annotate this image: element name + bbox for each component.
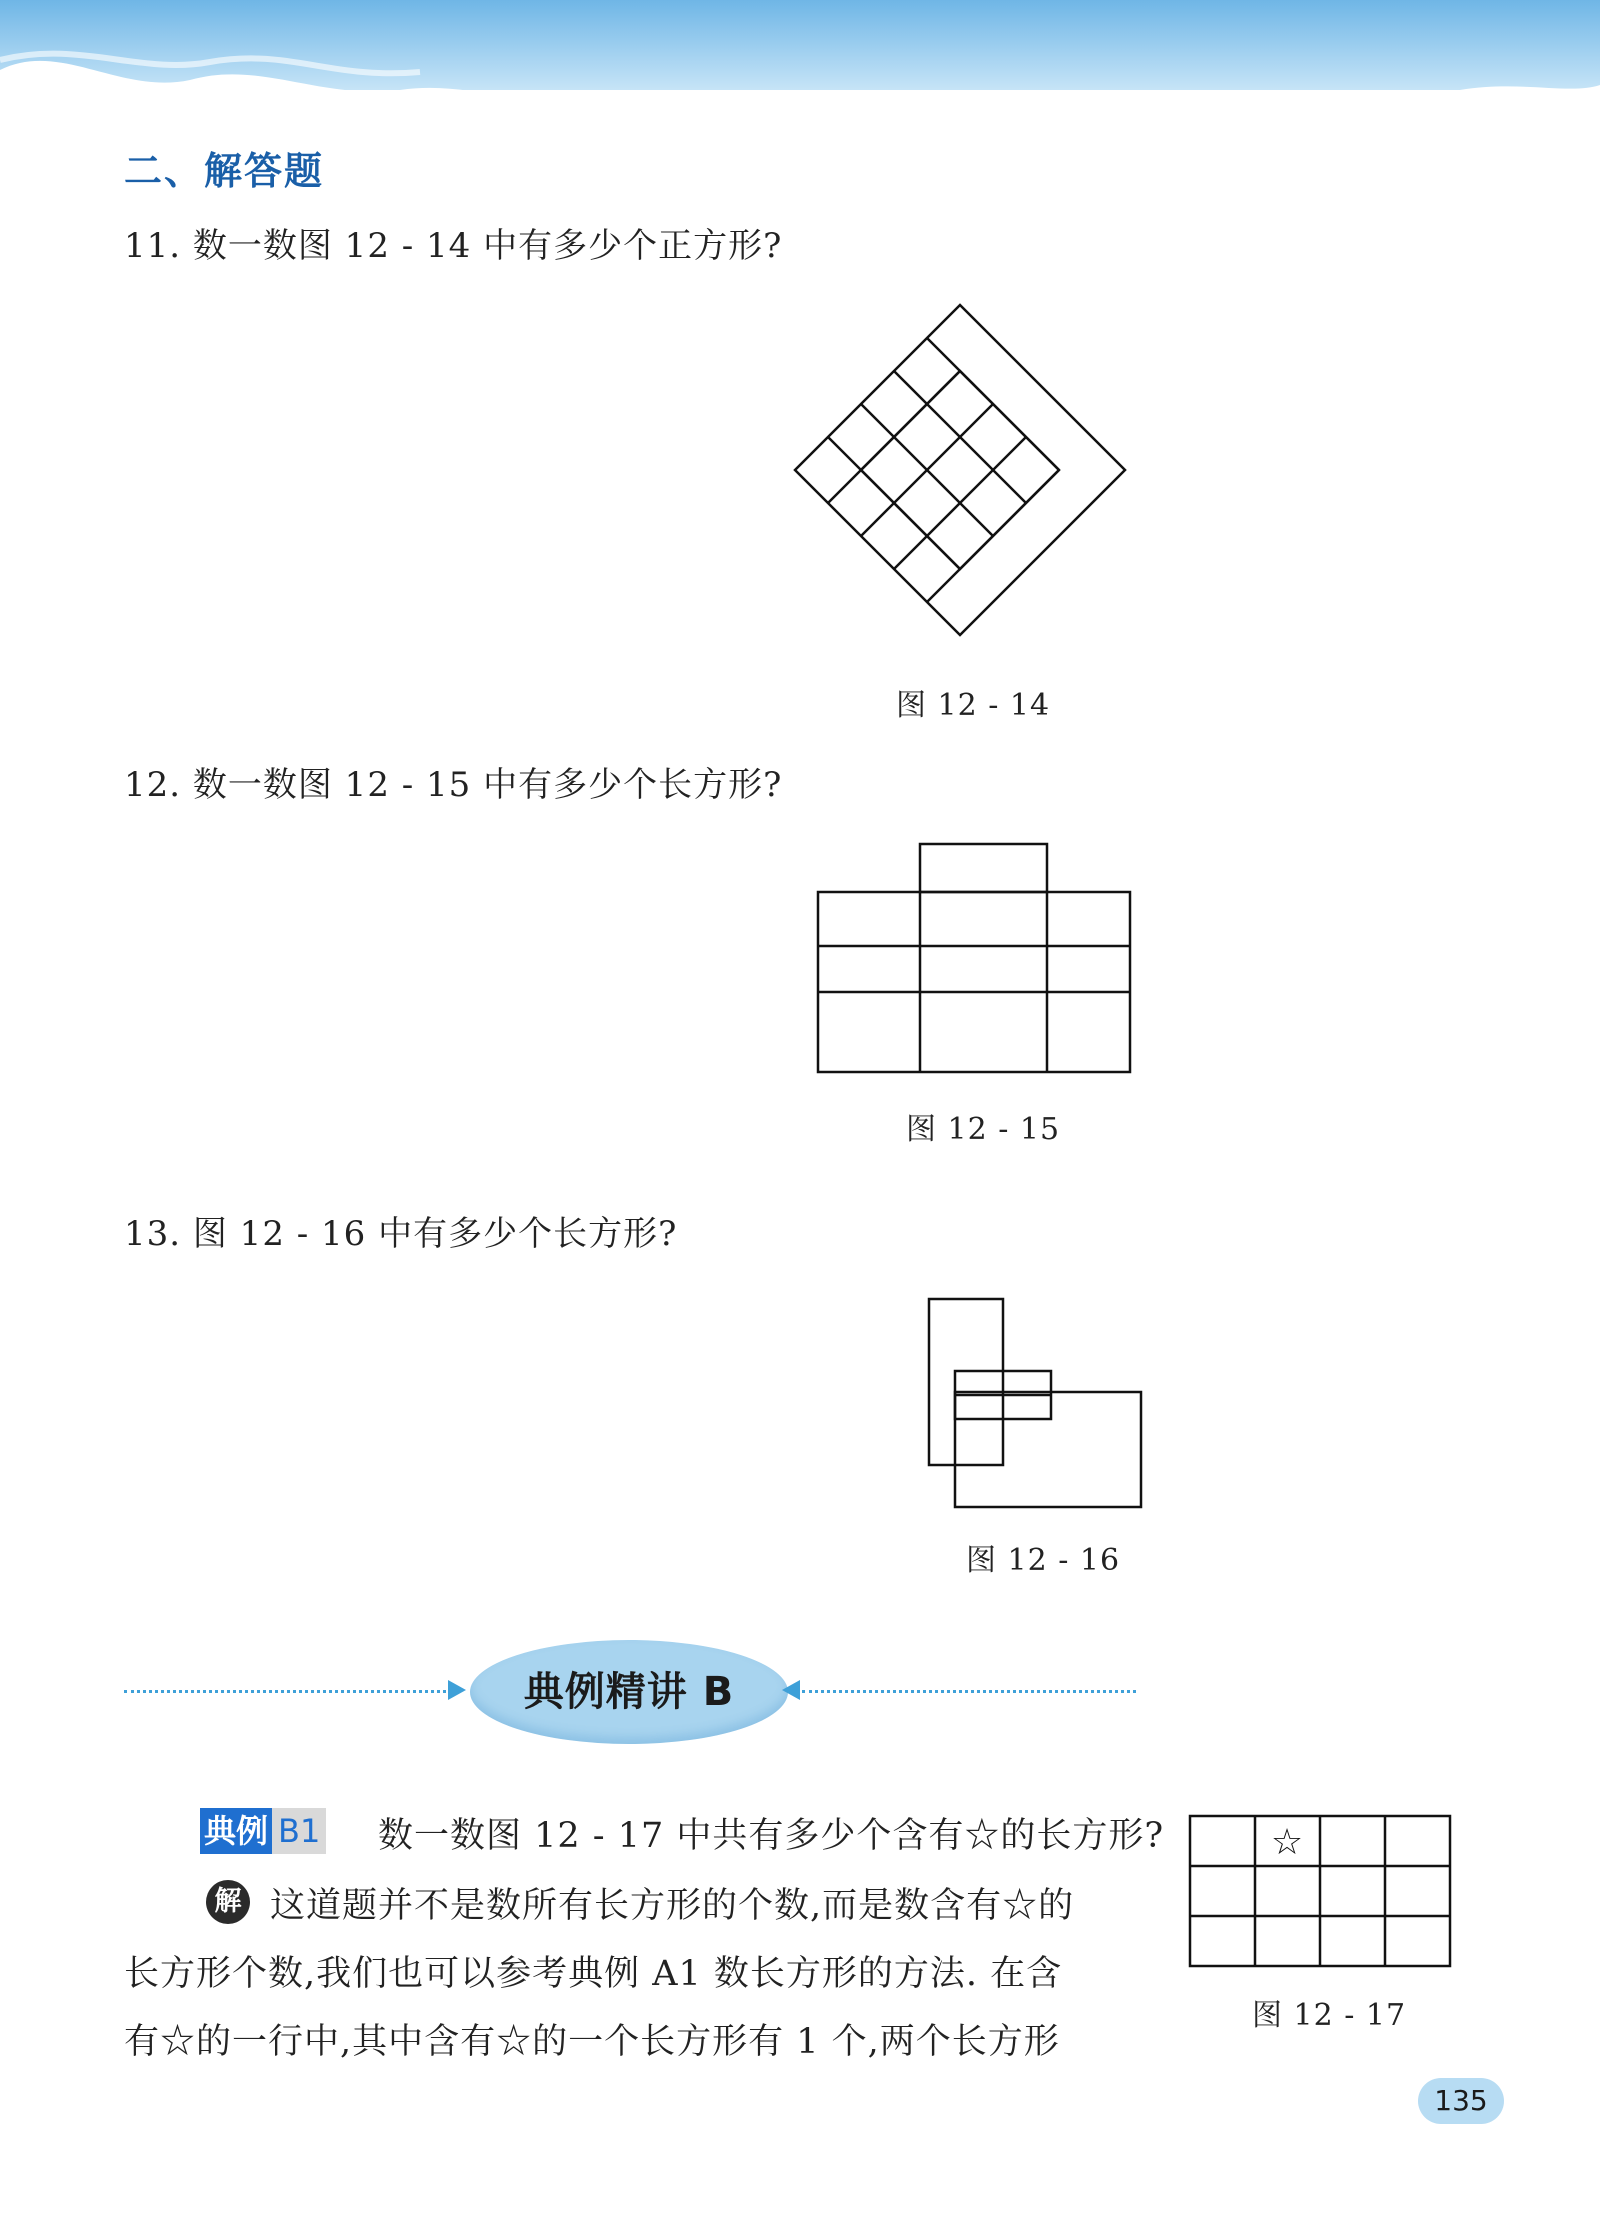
figure-12-17 xyxy=(1188,1814,1452,1970)
arrow-right-icon xyxy=(448,1680,466,1700)
star-icon: ☆ xyxy=(1270,1822,1304,1863)
heading-divider-right xyxy=(802,1690,1136,1693)
question-13: 13. 图 12 - 16 中有多少个长方形? xyxy=(124,1214,678,1254)
arrow-left-icon xyxy=(782,1680,800,1700)
question-12: 12. 数一数图 12 - 15 中有多少个长方形? xyxy=(124,765,783,805)
section-title: 二、解答题 xyxy=(124,149,325,193)
figure-12-15 xyxy=(815,840,1135,1076)
heading-divider-left xyxy=(124,1690,446,1693)
question-11: 11. 数一数图 12 - 14 中有多少个正方形? xyxy=(124,226,783,266)
example-badge xyxy=(200,1808,326,1854)
solution-icon: 解 xyxy=(206,1880,250,1924)
solution-line-1: 这道题并不是数所有长方形的个数,而是数含有☆的 xyxy=(270,1886,1075,1926)
figure-12-14 xyxy=(790,300,1130,650)
caption-12-15: 图 12 - 15 xyxy=(906,1112,1061,1147)
figure-12-16 xyxy=(925,1295,1145,1513)
caption-12-14: 图 12 - 14 xyxy=(896,688,1051,723)
solution-line-3: 有☆的一行中,其中含有☆的一个长方形有 1 个,两个长方形 xyxy=(124,2022,1060,2062)
caption-12-17: 图 12 - 17 xyxy=(1252,1998,1407,2033)
solution-line-2: 长方形个数,我们也可以参考典例 A1 数长方形的方法. 在含 xyxy=(124,1954,1063,1994)
example-question: 数一数图 12 - 17 中共有多少个含有☆的长方形? xyxy=(378,1816,1165,1856)
page-number: 135 xyxy=(1418,2078,1504,2124)
example-badge-label: 典例 xyxy=(200,1808,272,1854)
heading-title: 典例精讲 B xyxy=(523,1669,735,1715)
example-badge-id: B1 xyxy=(272,1808,326,1854)
top-banner xyxy=(0,0,1600,130)
caption-12-16: 图 12 - 16 xyxy=(966,1543,1121,1578)
